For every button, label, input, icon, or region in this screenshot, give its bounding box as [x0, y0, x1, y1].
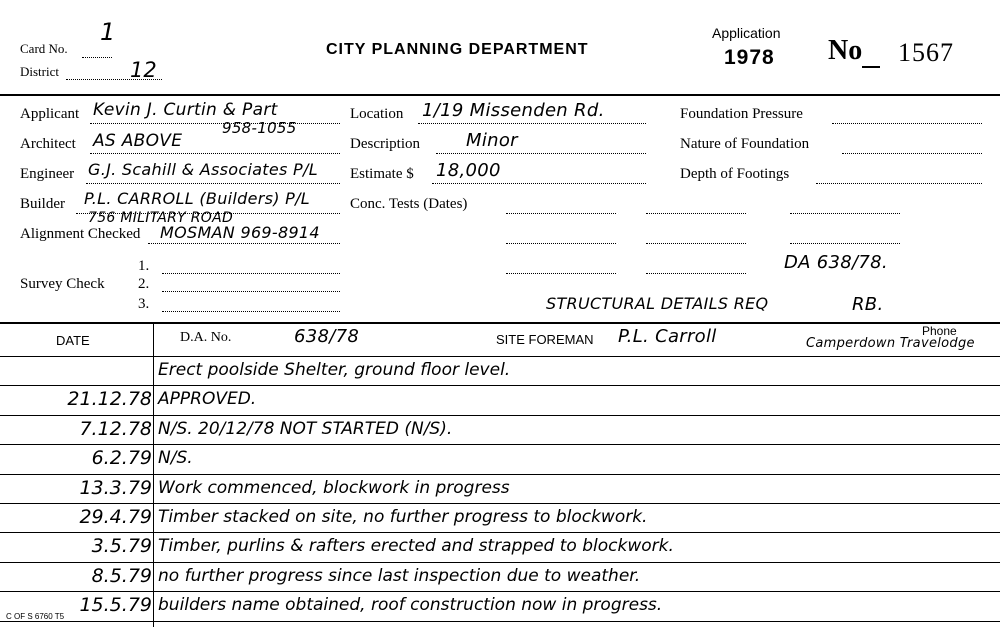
table-row-border	[0, 474, 1000, 475]
conc-tests-line-6	[790, 243, 900, 244]
depth-footings-line	[816, 183, 982, 184]
log-date: 6.2.79	[91, 447, 152, 470]
location-value: 1/19 Missenden Rd.	[422, 100, 605, 121]
number-symbol-underline	[862, 66, 880, 68]
log-date: 13.3.79	[79, 476, 152, 499]
survey-3-line	[162, 311, 340, 312]
log-date: 3.5.79	[91, 535, 152, 558]
table-row-border	[0, 385, 1000, 386]
foundation-pressure-label: Foundation Pressure	[680, 106, 803, 122]
alignment-label: Alignment Checked	[20, 226, 141, 242]
conc-tests-line-7	[506, 273, 616, 274]
description-label: Description	[350, 136, 420, 152]
estimate-label: Estimate $	[350, 166, 414, 182]
survey-2-line	[162, 291, 340, 292]
district-label: District	[20, 64, 59, 79]
log-entry: Timber, purlins & rafters erected and strapped to blockwork.	[158, 536, 674, 557]
application-label: Application	[712, 25, 781, 41]
date-header: DATE	[56, 333, 90, 348]
log-entry: N/S.	[158, 448, 193, 469]
card-no-value: 1	[100, 18, 116, 46]
table-top-border	[0, 322, 1000, 324]
log-entry: builders name obtained, roof construction now in progress.	[158, 595, 663, 616]
foundation-pressure-line	[832, 123, 982, 124]
log-entry: Erect poolside Shelter, ground floor level.	[158, 360, 511, 380]
engineer-line	[86, 183, 340, 184]
page-title: CITY PLANNING DEPARTMENT	[326, 41, 589, 58]
table-row-border	[0, 415, 1000, 416]
table-header-border	[0, 356, 1000, 357]
survey-1-label: 1.	[138, 258, 150, 274]
da-no-label: D.A. No.	[180, 330, 232, 345]
table-row-border	[0, 562, 1000, 563]
log-date: 7.12.78	[79, 417, 152, 440]
log-date: 29.4.79	[79, 506, 152, 528]
conc-tests-label: Conc. Tests (Dates)	[350, 196, 468, 212]
form-code: C OF S 6760 T5	[6, 612, 65, 621]
survey-3-label: 3.	[138, 296, 150, 312]
table-row-border	[0, 503, 1000, 504]
architect-label: Architect	[20, 136, 76, 152]
table-row-border	[0, 591, 1000, 592]
da-no-value: 638/78	[294, 326, 360, 347]
estimate-line	[432, 183, 646, 184]
applicant-phone: 958-1055	[222, 119, 297, 137]
builder-label: Builder	[20, 196, 65, 212]
location-label: Location	[350, 106, 404, 122]
depth-footings-label: Depth of Footings	[680, 166, 790, 182]
survey-check-label: Survey Check	[20, 276, 105, 292]
structural-initials: RB.	[852, 294, 884, 315]
card-no-line	[82, 57, 112, 58]
log-date: 8.5.79	[91, 564, 152, 587]
site-foreman-value: P.L. Carroll	[618, 326, 717, 347]
location-line	[418, 123, 646, 124]
architect-value: AS ABOVE	[93, 131, 183, 151]
log-date: 21.12.78	[67, 388, 152, 411]
log-date: 15.5.79	[79, 594, 152, 617]
architect-line	[90, 153, 340, 154]
table-row-border	[0, 621, 1000, 622]
alignment-line	[148, 243, 340, 244]
conc-tests-line-5	[646, 243, 746, 244]
table-row-border	[0, 444, 1000, 445]
da-reference: DA 638/78.	[784, 252, 888, 273]
nature-foundation-label: Nature of Foundation	[680, 136, 810, 152]
survey-2-label: 2.	[138, 276, 150, 292]
description-value: Minor	[466, 130, 518, 151]
number-symbol: No	[828, 35, 863, 66]
conc-tests-line-8	[646, 273, 746, 274]
applicant-label: Applicant	[20, 106, 80, 122]
survey-1-line	[162, 273, 340, 274]
conc-tests-line-1	[506, 213, 616, 214]
application-year: 1978	[724, 46, 775, 69]
log-entry: N/S. 20/12/78 NOT STARTED (N/S).	[158, 418, 453, 439]
log-entry: Timber stacked on site, no further progress to blockwork.	[158, 507, 648, 527]
district-value: 12	[130, 58, 157, 82]
applicant-value: Kevin J. Curtin & Part	[93, 100, 278, 120]
header-divider	[0, 94, 1000, 96]
log-entry: APPROVED.	[158, 389, 257, 410]
alignment-value: MOSMAN 969-8914	[160, 223, 320, 242]
log-entry: Work commenced, blockwork in progress	[158, 477, 510, 498]
applicant-line	[90, 123, 340, 124]
structural-note: STRUCTURAL DETAILS REQ	[546, 294, 769, 313]
conc-tests-line-3	[790, 213, 900, 214]
engineer-value: G.J. Scahill & Associates P/L	[88, 160, 318, 179]
conc-tests-line-4	[506, 243, 616, 244]
engineer-label: Engineer	[20, 166, 75, 182]
phone-label: Phone	[922, 324, 957, 338]
application-number: 1567	[898, 38, 954, 67]
builder-address: 756 MILITARY ROAD	[88, 210, 234, 226]
site-foreman-label: SITE FOREMAN	[496, 332, 594, 347]
table-row-border	[0, 532, 1000, 533]
estimate-value: 18,000	[436, 160, 501, 181]
nature-foundation-line	[842, 153, 982, 154]
conc-tests-line-2	[646, 213, 746, 214]
description-line	[436, 153, 646, 154]
log-entry: no further progress since last inspection due to weather.	[158, 565, 641, 586]
builder-value: P.L. CARROLL (Builders) P/L	[84, 189, 311, 208]
card-no-label: Card No.	[20, 41, 68, 56]
phone-value: Camperdown Travelodge	[806, 336, 975, 351]
